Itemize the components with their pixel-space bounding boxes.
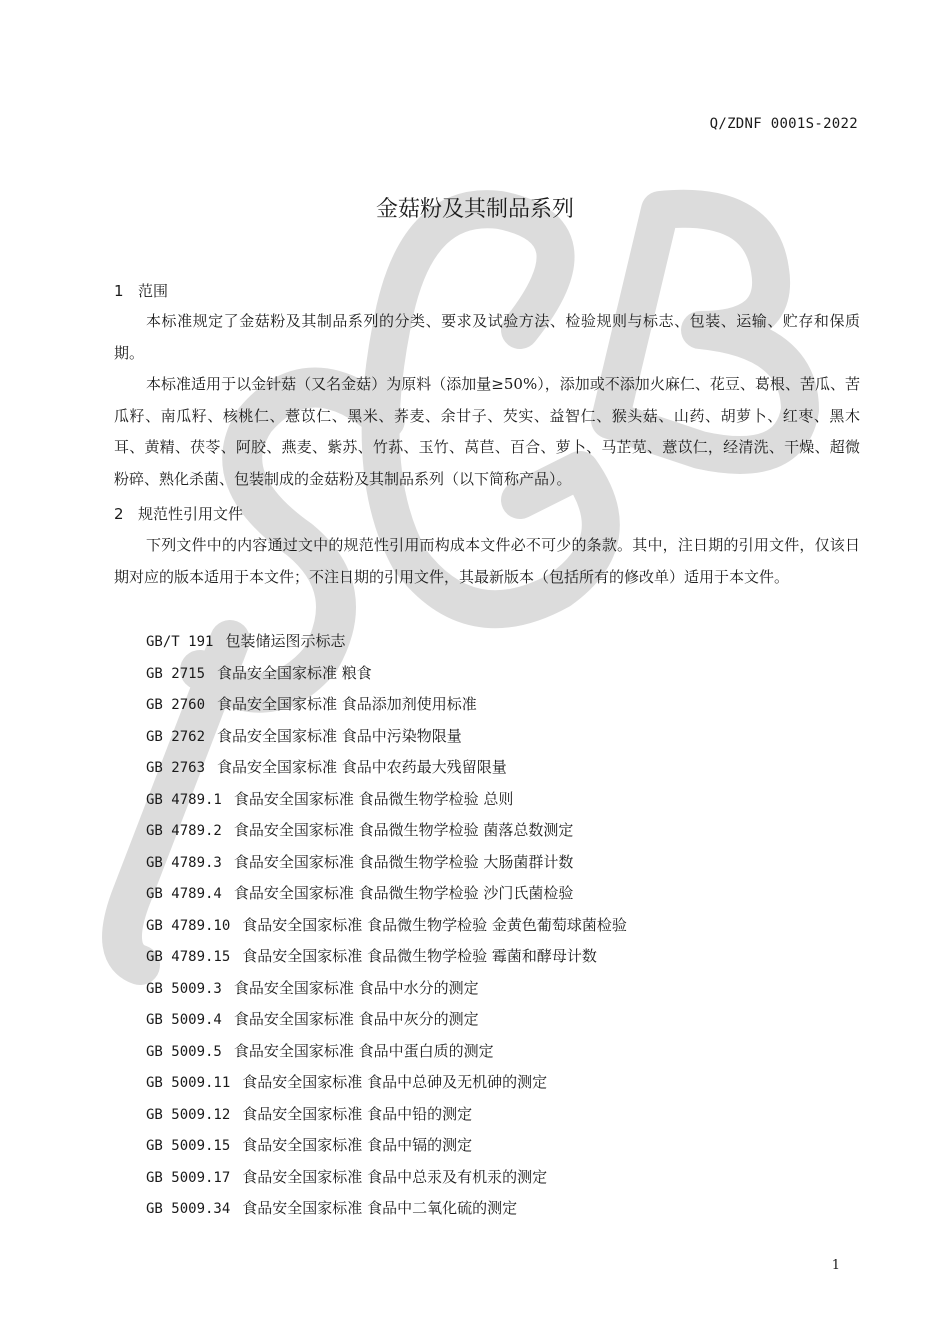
section-heading-normative-references bbox=[114, 503, 243, 524]
reference-code: GB 5009.34 bbox=[146, 1201, 231, 1217]
reference-title: 食品安全国家标准 食品中镉的测定 bbox=[242, 1136, 473, 1154]
reference-title: 食品安全国家标准 食品微生物学检验 沙门氏菌检验 bbox=[233, 884, 574, 902]
reference-title: 食品安全国家标准 食品中总砷及无机砷的测定 bbox=[242, 1073, 548, 1091]
section-number: 1 bbox=[114, 282, 124, 300]
reference-item bbox=[146, 752, 860, 784]
reference-code: GB 2715 bbox=[146, 665, 206, 682]
reference-title: 食品安全国家标准 食品微生物学检验 金黄色葡萄球菌检验 bbox=[242, 915, 627, 934]
reference-code: GB 5009.5 bbox=[146, 1043, 222, 1060]
reference-title: 食品安全国家标准 食品微生物学检验 菌落总数测定 bbox=[233, 821, 574, 839]
document-title: 金菇粉及其制品系列 bbox=[375, 197, 574, 222]
reference-title: 食品安全国家标准 食品中蛋白质的测定 bbox=[233, 1041, 494, 1060]
reference-code: GB 2762 bbox=[146, 728, 206, 745]
reference-code: GB 4789.4 bbox=[146, 886, 222, 902]
reference-code: GB 2760 bbox=[146, 697, 206, 713]
reference-code: GB 4789.2 bbox=[146, 823, 222, 839]
reference-item bbox=[146, 1193, 860, 1225]
reference-code: GB 4789.15 bbox=[146, 949, 231, 965]
reference-item bbox=[146, 784, 860, 816]
reference-code: GB 5009.4 bbox=[146, 1012, 222, 1028]
reference-title: 食品安全国家标准 食品中二氧化硫的测定 bbox=[242, 1199, 518, 1217]
reference-title: 食品安全国家标准 食品中水分的测定 bbox=[233, 978, 479, 997]
reference-item bbox=[146, 721, 860, 753]
reference-code: GB/T 191 bbox=[146, 634, 214, 650]
reference-title: 食品安全国家标准 食品添加剂使用标准 bbox=[217, 695, 477, 713]
reference-code: GB 5009.15 bbox=[146, 1138, 231, 1154]
reference-item bbox=[146, 1036, 860, 1068]
reference-code: GB 5009.12 bbox=[146, 1106, 231, 1123]
document-code: Q/ZDNF 0001S-2022 bbox=[709, 116, 858, 132]
reference-code: GB 5009.11 bbox=[146, 1075, 231, 1091]
reference-title: 食品安全国家标准 食品微生物学检验 霉菌和酵母计数 bbox=[242, 947, 597, 965]
references-intro-paragraph: 下列文件中的内容通过文中的规范性引用而构成本文件必不可少的条款。其中，注日期的引用文件，仅该日期对应的版本适用于本文件；不注日期的引用文件，其最新版本（包括所有的修改单）适用于本文件。 bbox=[114, 536, 860, 586]
reference-code: GB 5009.3 bbox=[146, 980, 222, 997]
reference-code: GB 2763 bbox=[146, 760, 206, 776]
reference-title: 食品安全国家标准 食品中总汞及有机汞的测定 bbox=[242, 1167, 548, 1186]
reference-title: 食品安全国家标准 食品中污染物限量 bbox=[217, 726, 462, 745]
reference-code: GB 4789.10 bbox=[146, 917, 231, 934]
reference-item bbox=[146, 626, 860, 658]
reference-item bbox=[146, 658, 860, 690]
reference-title: 食品安全国家标准 食品中铅的测定 bbox=[242, 1104, 473, 1123]
reference-code: GB 4789.1 bbox=[146, 791, 222, 808]
scope-paragraph-1: 本标准规定了金菇粉及其制品系列的分类、要求及试验方法、检验规则与标志、包装、运输、贮存和保质期。 bbox=[114, 312, 860, 362]
section-title: 规范性引用文件 bbox=[138, 505, 244, 523]
reference-item bbox=[146, 847, 860, 879]
reference-item bbox=[146, 815, 860, 847]
reference-code: GB 4789.3 bbox=[146, 854, 222, 871]
reference-item bbox=[146, 973, 860, 1005]
reference-item bbox=[146, 1162, 860, 1194]
reference-item bbox=[146, 941, 860, 973]
page-number: 1 bbox=[831, 1258, 840, 1273]
reference-item bbox=[146, 1130, 860, 1162]
scope-paragraph-2: 本标准适用于以金针菇（又名金菇）为原料（添加量≥50%），添加或不添加火麻仁、花豆、葛根、苦瓜、苦瓜籽、南瓜籽、核桃仁、薏苡仁、黑米、荞麦、余甘子、芡实、益智仁、猴头菇、山药、胡萝卜、红枣、黑木耳、黄精、茯苓、阿胶、燕麦、紫苏、竹荪、玉竹、莴苣、百合、萝卜、马芷苋、薏苡仁，经清洗、干燥、超微粉碎、熟化杀菌、包装制成的金菇粉及其制品系列（以下简称产品）。 bbox=[114, 375, 860, 488]
reference-code: GB 5009.17 bbox=[146, 1169, 231, 1186]
reference-item bbox=[146, 1004, 860, 1036]
reference-title: 食品安全国家标准 食品中灰分的测定 bbox=[233, 1010, 479, 1028]
section-title: 范围 bbox=[138, 282, 169, 300]
reference-item bbox=[146, 910, 860, 942]
reference-title: 食品安全国家标准 粮食 bbox=[217, 663, 372, 682]
reference-list bbox=[146, 626, 860, 1225]
section-number: 2 bbox=[114, 505, 124, 523]
reference-title: 食品安全国家标准 食品微生物学检验 大肠菌群计数 bbox=[233, 852, 574, 871]
reference-item bbox=[146, 1099, 860, 1131]
reference-title: 食品安全国家标准 食品中农药最大残留限量 bbox=[217, 758, 507, 776]
reference-item bbox=[146, 689, 860, 721]
reference-item bbox=[146, 1067, 860, 1099]
reference-title: 食品安全国家标准 食品微生物学检验 总则 bbox=[233, 789, 514, 808]
reference-item bbox=[146, 878, 860, 910]
section-heading-scope bbox=[114, 280, 168, 301]
reference-title: 包装储运图示标志 bbox=[225, 632, 346, 650]
